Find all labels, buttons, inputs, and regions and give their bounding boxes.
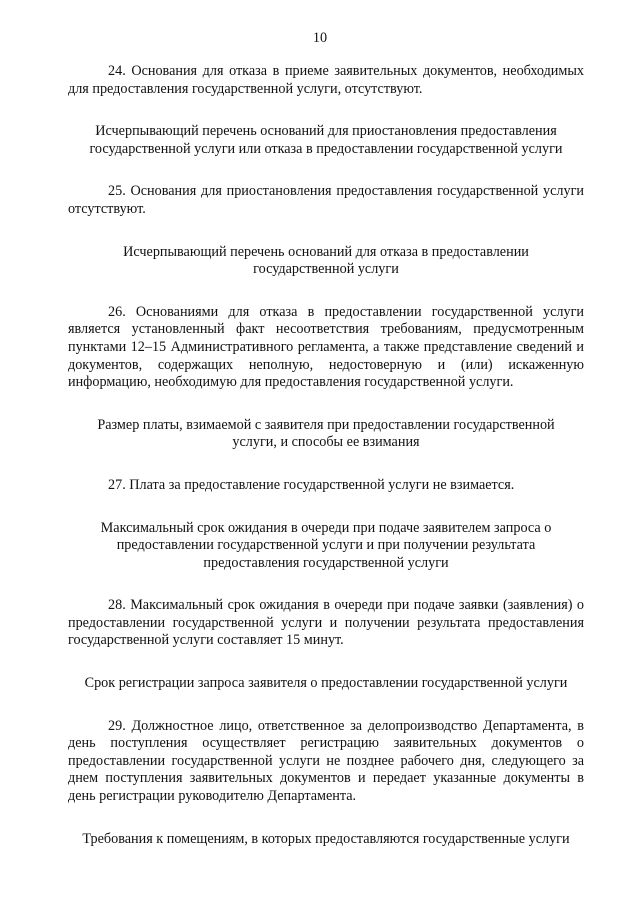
paragraph-24: 24. Основания для отказа в приеме заявительных документов, необходимых для предоставления государственной услуги, отсутствуют.	[68, 63, 584, 97]
paragraph-27: 27. Плата за предоставление государственной услуги не взимается.	[108, 476, 515, 493]
paragraph-28: 28. Максимальный срок ожидания в очереди при подаче заявки (заявления) о предоставлении государственной услуги и получении результата предоставления государственной услуги составляет 15 минут.	[68, 597, 584, 649]
section-heading-suspension-grounds: Исчерпывающий перечень оснований для приостановления предоставления государственной услуги или отказа в предоставлении государственной услуги	[89, 123, 563, 157]
document-body	[68, 63, 584, 873]
paragraph-26: 26. Основаниями для отказа в предоставлении государственной услуги является установленный факт несоответствия требованиям, предусмотренным пунктами 12–15 Административного регламента, а также представление сведений и документов, содержащих неполную, недостоверную и (или) искаженную информацию, необходимую для предоставления государственной услуги.	[68, 303, 584, 391]
section-heading-fee: Размер платы, взимаемой с заявителя при предоставлении государственной услуги, и способы ее взимания	[97, 416, 555, 451]
page-number: 10	[312, 30, 328, 46]
section-heading-refusal-grounds: Исчерпывающий перечень оснований для отказа в предоставлении государственной услуги	[123, 243, 529, 278]
paragraph-29: 29. Должностное лицо, ответственное за делопроизводство Департамента, в день поступления осуществляет регистрацию заявительных документов о предоставлении государственной услуги не позднее рабочего дня, следующего за днем поступления заявительных документов и передает указанные документы в день регистрации руководителю Департамента.	[68, 717, 584, 805]
section-heading-premises: Требования к помещениям, в которых предоставляются государственные услуги	[82, 830, 570, 847]
section-heading-registration-time: Срок регистрации запроса заявителя о предоставлении государственной услуги	[84, 675, 568, 692]
paragraph-25: 25. Основания для приостановления предоставления государственной услуги отсутствуют.	[68, 183, 584, 217]
section-heading-queue-time: Максимальный срок ожидания в очереди при подаче заявителем запроса о предоставлении государственной услуги и при получении результата предоставления государственной услуги	[100, 519, 552, 571]
